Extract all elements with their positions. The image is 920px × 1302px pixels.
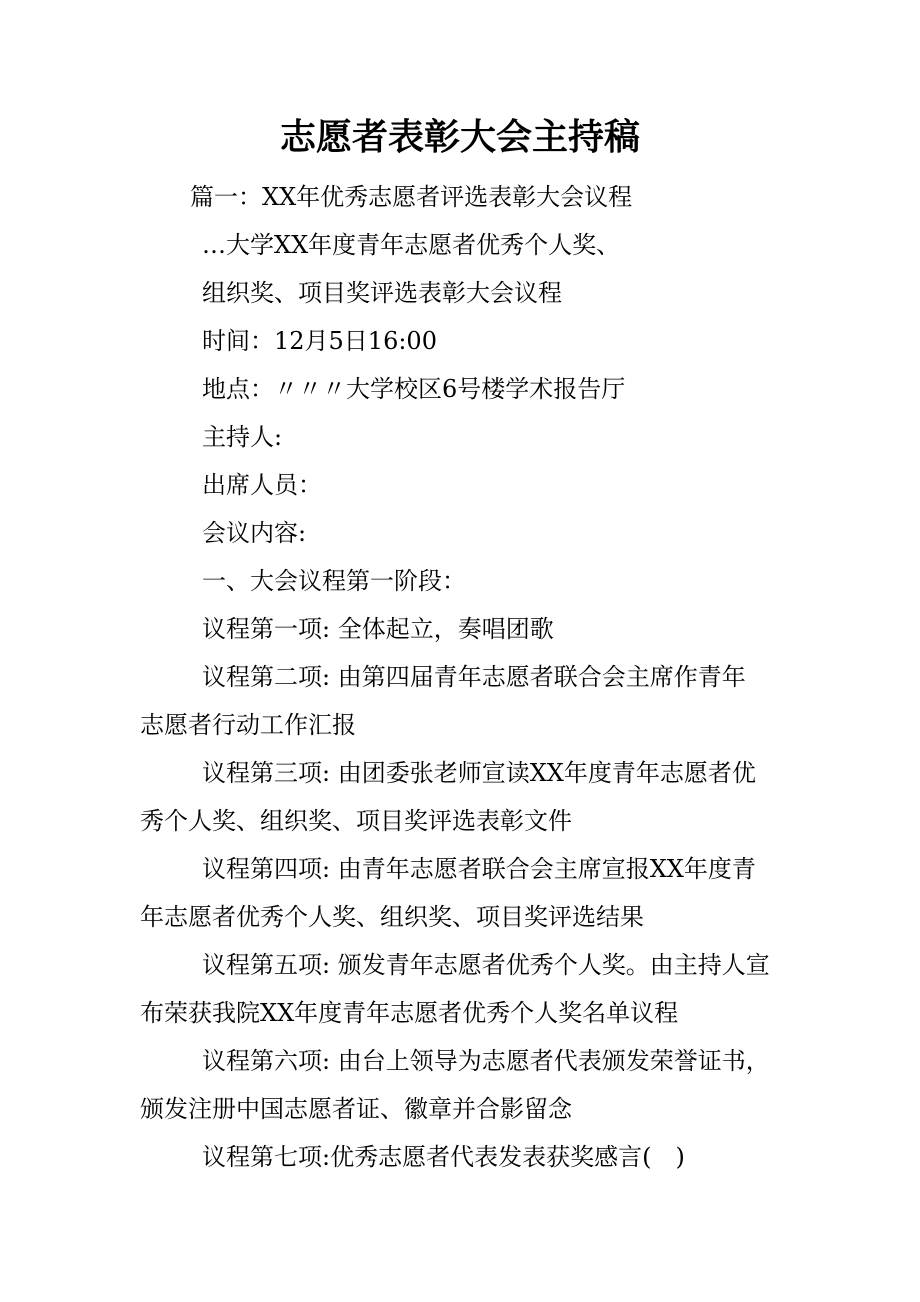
agenda-item-5: 议程第五项: 颁发青年志愿者优秀个人奖。由主持人宣 <box>202 951 770 979</box>
agenda-item-1: 议程第一项: 全体起立，奏唱团歌 <box>202 615 554 643</box>
section-heading: 篇一：XX年优秀志愿者评选表彰大会议程 <box>190 183 633 211</box>
document-title: 志愿者表彰大会主持稿 <box>279 116 640 158</box>
agenda-title-line-2: 组织奖、项目奖评选表彰大会议程 <box>202 279 562 307</box>
agenda-item-6: 议程第六项: 由台上领导为志愿者代表颁发荣誉证书， <box>202 1047 770 1075</box>
agenda-item-3-cont: 秀个人奖、组织奖、项目奖评选表彰文件 <box>140 807 572 835</box>
host-line: 主持人: <box>202 423 283 451</box>
agenda-item-4-cont: 年志愿者优秀个人奖、组织奖、项目奖评选结果 <box>140 903 644 931</box>
agenda-item-7: 议程第七项:优秀志愿者代表发表获奖感言( ) <box>202 1143 685 1171</box>
meeting-content-line: 会议内容: <box>202 519 307 547</box>
agenda-title-line-1: …大学XX年度青年志愿者优秀个人奖、 <box>202 231 621 259</box>
location-line: 地点：〃〃〃大学校区6号楼学术报告厅 <box>202 375 626 403</box>
agenda-item-2-cont: 志愿者行动工作汇报 <box>140 711 356 739</box>
attendees-line: 出席人员： <box>202 471 322 499</box>
agenda-item-4: 议程第四项: 由青年志愿者联合会主席宣报XX年度青 <box>202 855 756 883</box>
agenda-item-2: 议程第二项: 由第四届青年志愿者联合会主席作青年 <box>202 663 746 691</box>
agenda-item-5-cont: 布荣获我院XX年度青年志愿者优秀个人奖名单议程 <box>140 999 679 1027</box>
stage-one-heading: 一、大会议程第一阶段： <box>202 567 466 595</box>
agenda-item-3: 议程第三项: 由团委张老师宣读XX年度青年志愿者优 <box>202 759 756 787</box>
agenda-item-6-cont: 颁发注册中国志愿者证、徽章并合影留念 <box>140 1095 572 1123</box>
time-line: 时间：12月5日16:00 <box>202 327 437 355</box>
